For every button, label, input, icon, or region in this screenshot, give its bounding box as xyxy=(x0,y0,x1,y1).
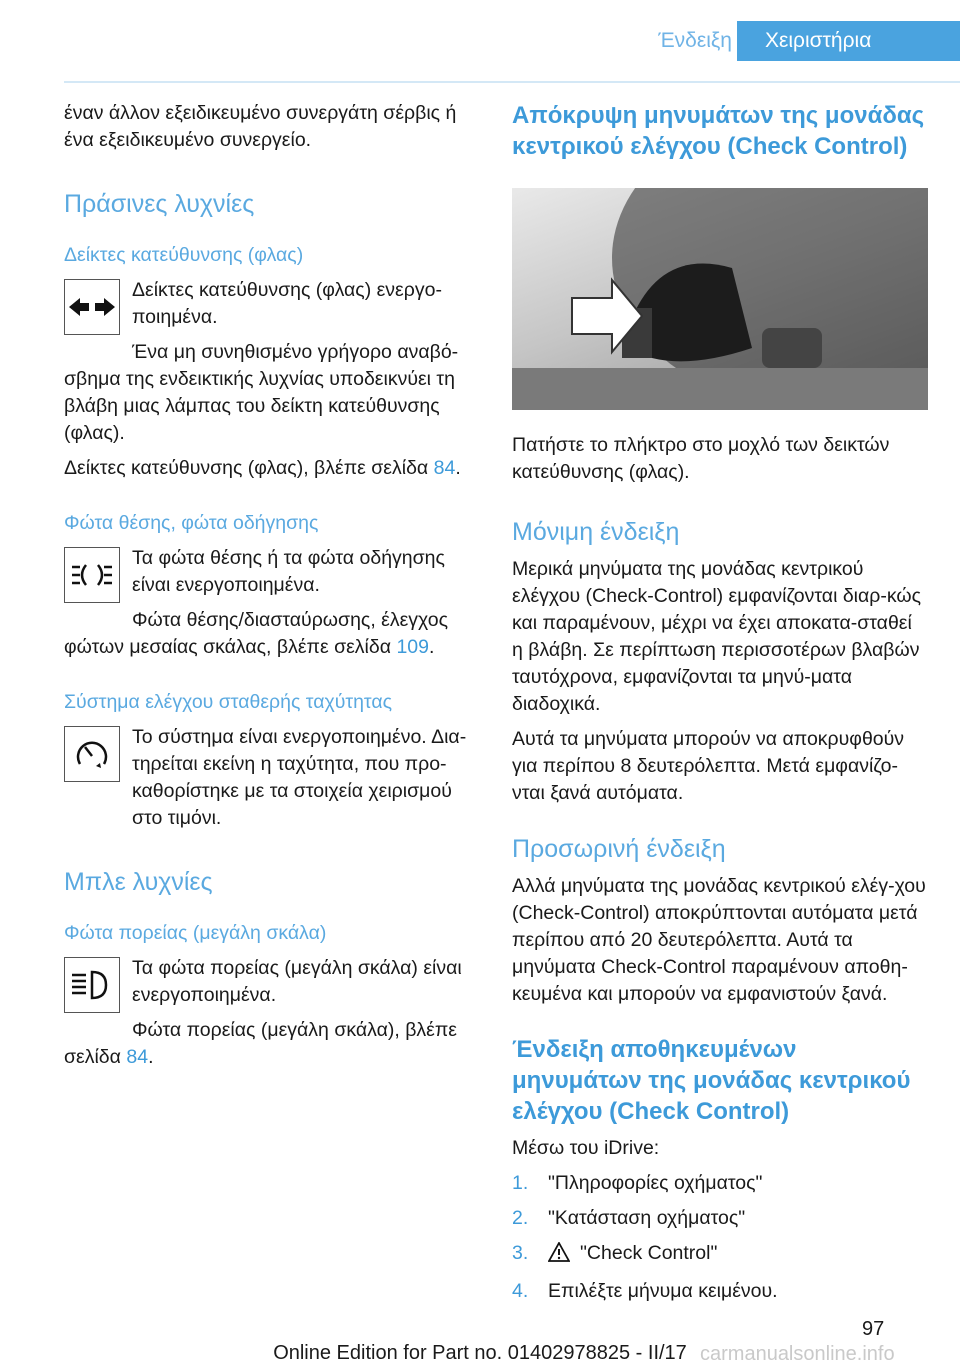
temporary-display-text: Αλλά μηνύματα της μονάδας κεντρικού ελέγ-χου (Check-Control) αποκρύπτονται αυτόματα μετά περίπου από 20 δευτερόλεπτα. Αυτά τα μηνύματα Check-Control παραμένουν αποθη-κευμένα και μπορούν να εμφανιστούν ξανά. xyxy=(512,875,926,1005)
step-item xyxy=(512,1205,928,1232)
parking-lights-block xyxy=(64,545,480,599)
stored-messages-text: Μέσω του iDrive: xyxy=(512,1137,660,1159)
turn-signal-stalk-photo xyxy=(512,188,928,410)
permanent-display-text-2: Αυτά τα μηνύματα μπορούν να αποκρυφθούν για περίπου 8 δευτερόλεπτα. Μετά εμφανίζο-νται ξανά αυτόματα. xyxy=(512,728,905,804)
step-item xyxy=(512,1278,928,1305)
step-number: 2. xyxy=(512,1207,529,1229)
watermark: carmanualsonline.info xyxy=(700,1343,895,1365)
turn-signal-reference-text: Δείκτες κατεύθυνσης (φλας), βλέπε σελίδα xyxy=(64,457,434,479)
step-number: 3. xyxy=(512,1242,529,1264)
page-header xyxy=(0,21,960,61)
header-chapter-label: Χειριστήρια xyxy=(765,29,872,52)
turn-signal-block xyxy=(64,277,480,331)
cruise-control-indicator-icon xyxy=(64,726,120,782)
step-item xyxy=(512,1170,928,1197)
right-column xyxy=(512,100,928,1305)
heading-stored-messages: Ένδειξη αποθηκευμένων μηνυμάτων της μονάδας κεντρικού ελέγχου (Check Control) xyxy=(512,1036,911,1125)
heading-blue-lamps: Μπλε λυχνίες xyxy=(64,868,213,896)
left-column xyxy=(64,100,480,1071)
steps-list xyxy=(512,1170,928,1305)
heading-high-beam: Φώτα πορείας (μεγάλη σκάλα) xyxy=(64,922,327,944)
high-beam-reference: Φώτα πορείας (μεγάλη σκάλα), βλέπε σελίδα 84. xyxy=(64,1019,457,1068)
step-text: Επιλέξτε μήνυμα κειμένου. xyxy=(548,1280,778,1302)
step-text: "Check Control" xyxy=(580,1242,718,1264)
intro-paragraph: έναν άλλον εξειδικευμένο συνεργάτη σέρβις ή ένα εξειδικευμένο συνεργείο. xyxy=(64,102,457,151)
step-item xyxy=(512,1240,928,1270)
turn-signal-text-2: Ένα μη συνηθισμένο γρήγορο αναβό-σβημα της ενδεικτικής λυχνίας υποδεικνύει τη βλάβη μιας λάμπας του δείκτη κατεύθυνσης (φλας). xyxy=(64,341,459,444)
heading-temporary-display: Προσωρινή ένδειξη xyxy=(512,835,726,863)
step-number: 1. xyxy=(512,1172,529,1194)
permanent-display-text-1: Μερικά μηνύματα της μονάδας κεντρικού ελέγχου (Check-Control) εμφανίζονται διαρ-κώς και παραμένουν, μέχρι να έχει αποκατα-σταθεί η βλάβη. Σε περίπτωση περισσοτέρων βλαβών ταυτόχρονα, εμφανίζονται τα μηνύ-ματα διαδοχικά. xyxy=(512,558,922,715)
high-beam-block xyxy=(64,955,480,1009)
step-text: "Πληροφορίες οχήματος" xyxy=(548,1172,763,1194)
heading-turn-signals: Δείκτες κατεύθυνσης (φλας) xyxy=(64,244,304,266)
high-beam-text-1: Τα φώτα πορείας (μεγάλη σκάλα) είναι ενεργοποιημένα. xyxy=(132,957,462,1006)
heading-parking-lights: Φώτα θέσης, φώτα οδήγησης xyxy=(64,512,319,534)
header-rule xyxy=(64,81,960,83)
heading-green-lamps: Πράσινες λυχνίες xyxy=(64,190,255,218)
step-number: 4. xyxy=(512,1280,529,1302)
turn-signal-reference: Δείκτες κατεύθυνσης (φλας), βλέπε σελίδα 84. xyxy=(64,457,461,479)
parking-lights-reference-text: Φώτα θέσης/διασταύρωσης, έλεγχος φώτων μεσαίας σκάλας, βλέπε σελίδα xyxy=(64,609,448,658)
step-text: "Κατάσταση οχήματος" xyxy=(548,1207,746,1229)
heading-hide-messages: Απόκρυψη μηνυμάτων της μονάδας κεντρικού ελέγχου (Check Control) xyxy=(512,102,925,160)
heading-permanent-display: Μόνιμη ένδειξη xyxy=(512,518,680,546)
turn-signal-indicator-icon xyxy=(64,279,120,335)
parking-lights-indicator-icon xyxy=(64,547,120,603)
parking-lights-page-link[interactable]: 109 xyxy=(396,636,429,658)
high-beam-reference-text: Φώτα πορείας (μεγάλη σκάλα), βλέπε σελίδα xyxy=(64,1019,457,1068)
cruise-control-block xyxy=(64,724,480,832)
turn-signal-page-link[interactable]: 84 xyxy=(433,457,456,479)
parking-lights-reference: Φώτα θέσης/διασταύρωσης, έλεγχος φώτων μεσαίας σκάλας, βλέπε σελίδα 109. xyxy=(64,609,448,658)
header-section: Ένδειξη xyxy=(658,29,732,52)
cruise-control-text: Το σύστημα είναι ενεργοποιημένο. Δια-τηρείται εκείνη η ταχύτητα, που προ-καθορίστηκε με τα στοιχεία χειρισμού στο τιμόνι. xyxy=(132,726,467,829)
parking-lights-text-1: Τα φώτα θέσης ή τα φώτα οδήγησης είναι ενεργοποιημένα. xyxy=(132,547,445,596)
header-chapter-tab xyxy=(737,21,960,61)
high-beam-page-link[interactable]: 84 xyxy=(126,1046,149,1068)
photo-caption: Πατήστε το πλήκτρο στο μοχλό των δεικτών κατεύθυνσης (φλας). xyxy=(512,434,890,483)
page-number: 97 xyxy=(862,1318,885,1340)
heading-cruise-control: Σύστημα ελέγχου σταθερής ταχύτητας xyxy=(64,691,393,713)
warning-triangle-icon xyxy=(548,1242,570,1270)
high-beam-indicator-icon xyxy=(64,957,120,1013)
footer-edition: Online Edition for Part no. 01402978825 - II/17 xyxy=(273,1342,687,1364)
turn-signal-text-1: Δείκτες κατεύθυνσης (φλας) ενεργο-ποιημένα. xyxy=(132,279,442,328)
